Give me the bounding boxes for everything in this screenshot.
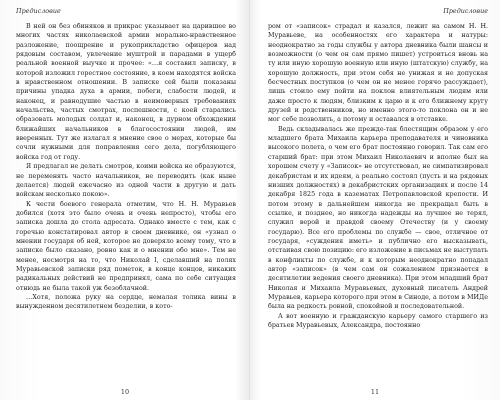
running-head-left: Предисловие — [16, 7, 61, 15]
running-head-right: Предисловие — [443, 7, 488, 15]
page-number-left: 10 — [120, 388, 130, 396]
right-page-text — [268, 22, 488, 330]
paragraph: К чести боевого генерала отметим, что Н. Н. Муравьев добился (хотя это было очень и очень непросто), чтобы его записка дошла до стола адресата. Однако вместе с тем, как с горечью констатировал автор в своем дневнике, он «узнал о мнении государя об ней, которое не доверяло всему тому, что в записке было сказано, ровно как и о мнении обо мне». Тем не менее, несмотря на то, что Николай I, сделавший на полях Муравьевской записки ряд пометок, в конце концов, никаких радикальных действий не предпринял, сама по себе ситуация отнюдь не была такой уж безоблачной. — [16, 200, 236, 292]
paragraph: Я предлагал не делать смотров, коими войска не образуются, не переменять часто начальников, не переводить (как ныне делается) людей ежечасно из одной части в другую и дать войскам несколько покою». — [16, 163, 236, 199]
paragraph: В ней он без обиняков и прикрас указывает на царившее во многих частях николаевской армии морально-нравственное разложение, поощрение и рукоприкладство офицеров над рядовым составом, увлечение муштрой и парадами в ущерб реальной военной выучке и прочее: «…я составил записку, в которой изложил горестное состояние, в коем находятся войска в нравственном отношении. В записке сей были показаны причины упадка духа в армии, побеги, слабости людей, и наконец, и равнодушие частью в неимоверных требованиях начальства, частых смотрах, поспешности, с коей старались образовать молодых солдат и, наконец, в дурном обхождении ближайших начальников в благосостоянии людей, им вверенных. Тут же излагал я мнение свое о мерах, которые бы сочли нужными для поправления сего дела, погубляющего войска год от году. — [16, 23, 236, 161]
page-number-right: 11 — [370, 388, 380, 396]
paragraph: А вот военную и гражданскую карьеру самого старшего из братьев Муравьевых, Александра, постоянно — [268, 312, 488, 329]
paragraph: Ведь складывалась же прежде-так блестящим образом у его младшего брата Михаила карьера преподавателя и чиновника высокого полета, о чем его брат постоянно говорил. Так сам его старший брат: при этом Михаил Николаевич и вполне был на хорошем счету у «Записок» не отсутствовал, не симпатизировал декабристам и их идеям, а реально состоял (пусть и на рядовых низших должностях) в декабристских организациях и после 14 декабря 1825 года в казематах Петропавловской крепости. И потом этому в дальнейшем никогда не прекращал быть в ссылке, и позднее, но никогда надежды на лучшее не терял, служил верой и правдой своему Отечеству (и у своему государю). Все его проблемы по службе — свое, отличное от государя, «суждения иметь» и публично его высказывать, отстаивая свою позицию: его изложение в письмах не выступать в конфликты по службе, и к которым неоднократно попадал автор «записок» (в чем сам он сожалением признается в десятилетии ведения своего дневника). При этом младший брат Николая и Михаила Муравьевых, духовный писатель Андрей Муравьев, карьера которого при этом в Синоде, а потом в МИДе была на редкость ровной, спокойной и последовательной. — [268, 125, 488, 311]
right-page — [250, 0, 500, 400]
paragraph: …Хотя, положа руку на сердце, немалая толика вины в вынужденном десятилетнем безделии, в кото- — [16, 293, 236, 311]
paragraph: ром от «записок» страдал и казался, лежит на самом Н. Н. Муравьеве, на особенностях его характера и натуры: неоднократно за годы службы у автора дневника были шансы и возможности (о чем он сам прямо пишет) устроиться вновь на ту или иную хорошую военную или иную (штатскую) службу, на хорошую должность, при этом себя не унижая и не допуская бесчестных поступков (о чем он не менее горячо рассуждает), лишь стоило ему пойти на поклон влиятельным людям или даже просто к людям, близким к царю и к его ближнему кругу друзей и родственников, но именно этого-то поклона он и не мог себе позволить, а потому и оставался в отставке. — [268, 23, 488, 124]
left-page-text — [16, 22, 236, 312]
